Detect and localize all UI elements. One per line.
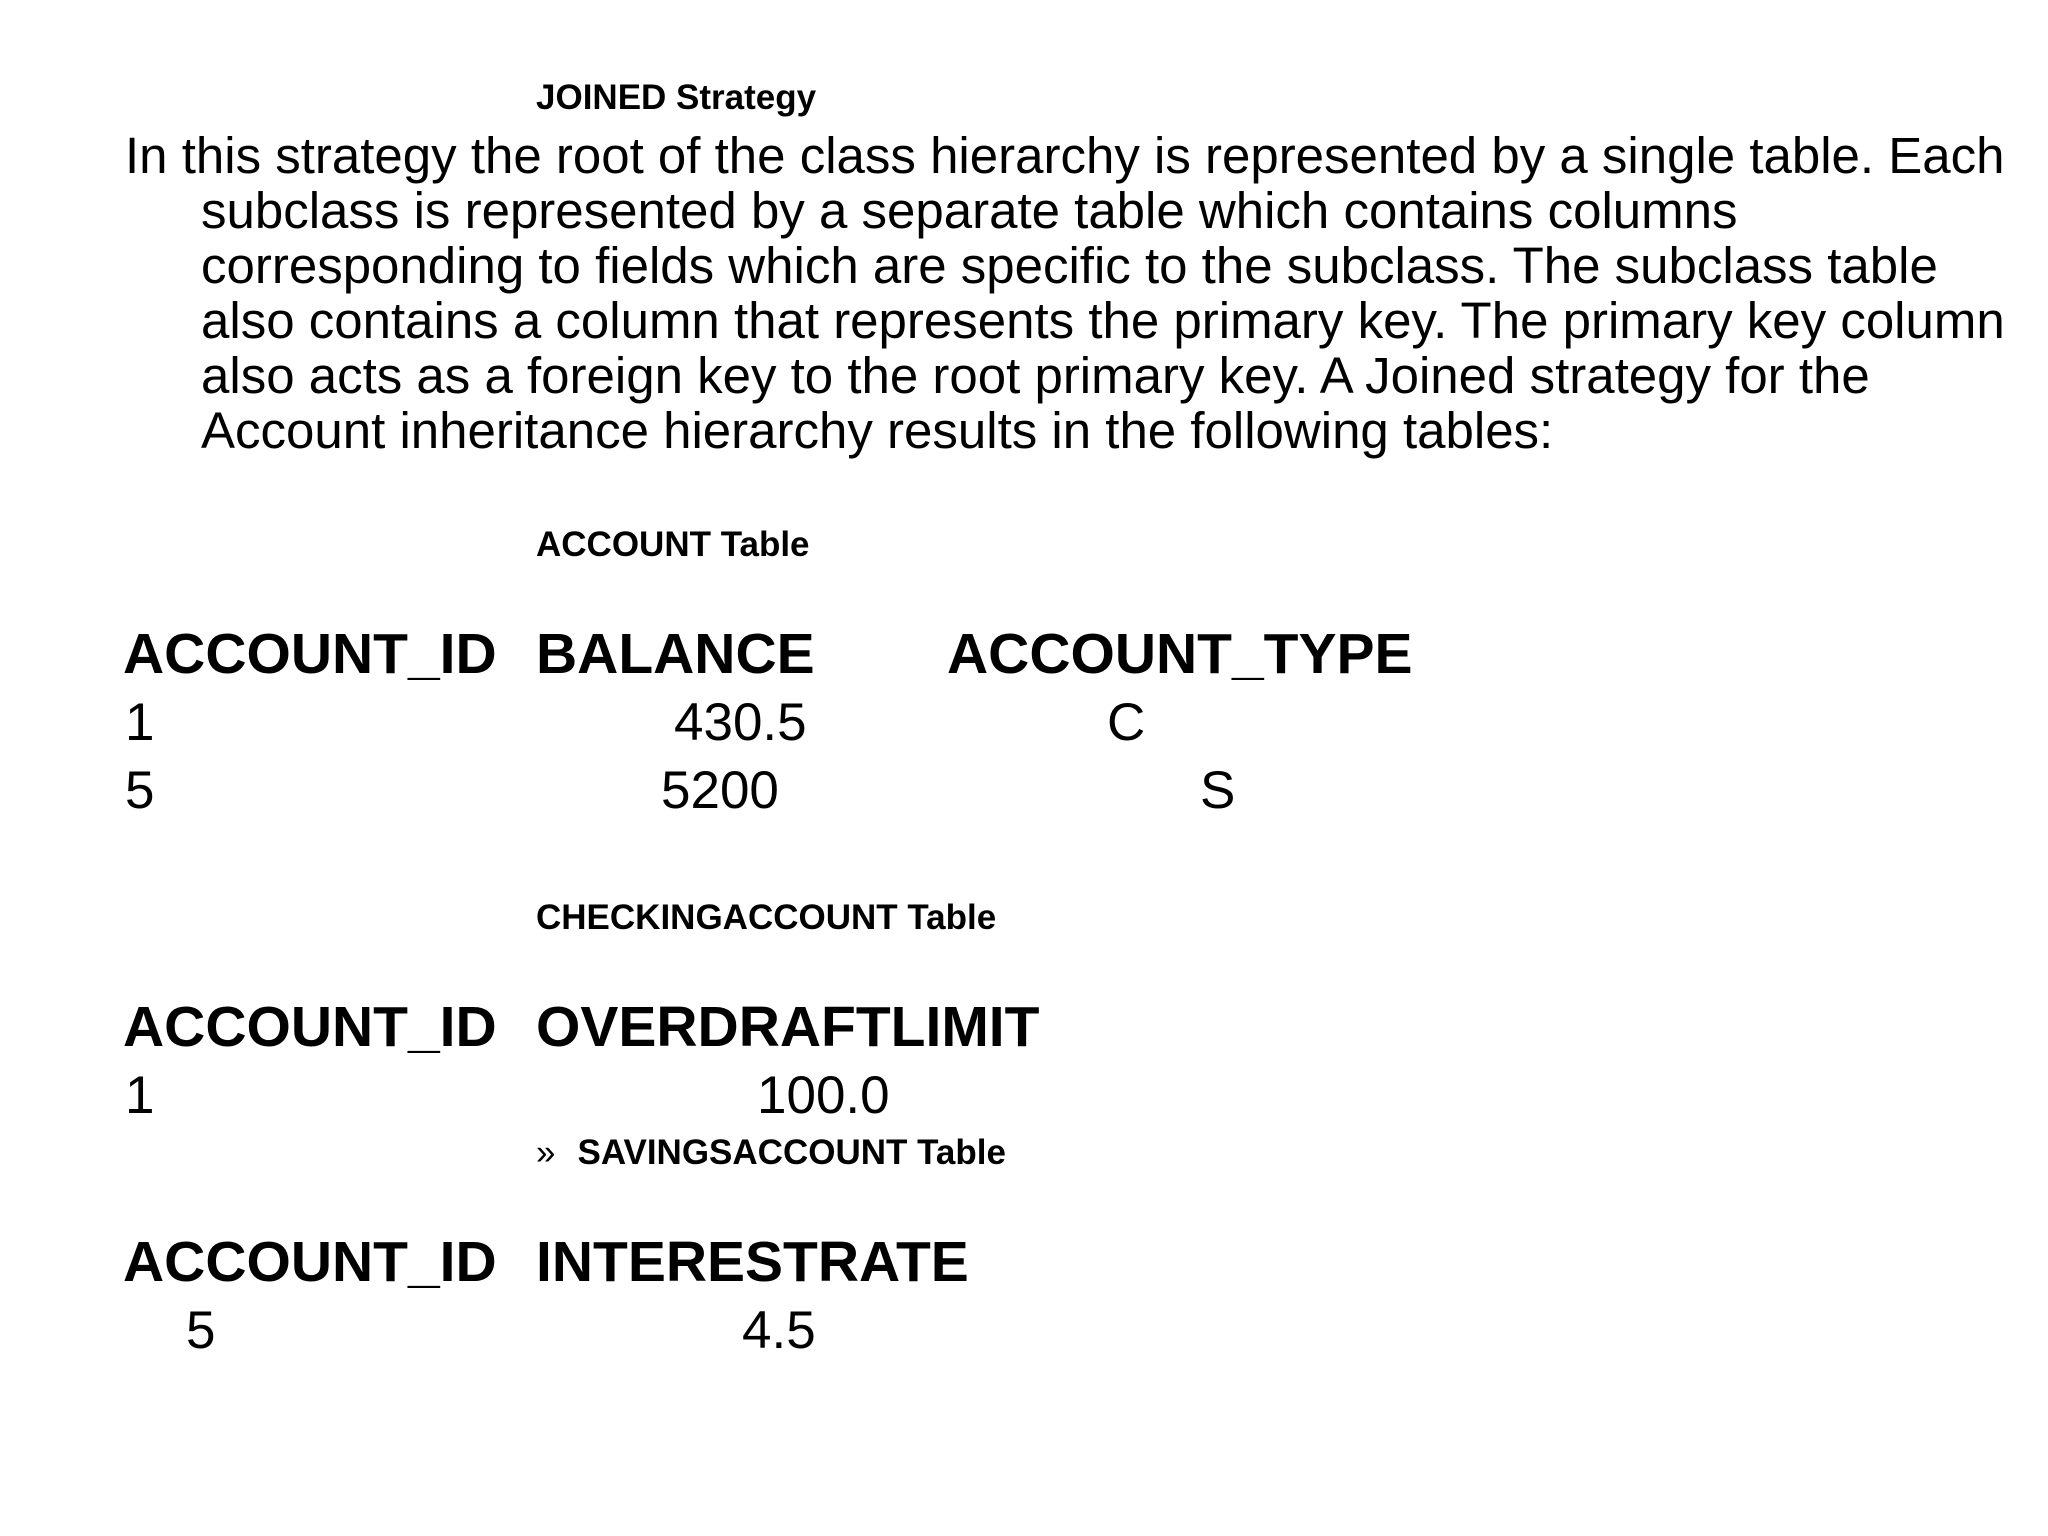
account-col-balance: BALANCE	[536, 622, 815, 686]
account-row2-type: S	[1200, 761, 1236, 820]
account-row2-balance: 5200	[661, 761, 779, 820]
account-row1-id: 1	[125, 693, 155, 752]
account-col-account-id: ACCOUNT_ID	[123, 622, 497, 686]
section-title: JOINED Strategy	[536, 78, 817, 117]
account-row1-balance: 430.5	[674, 693, 807, 752]
savings-row1-id: 5	[186, 1301, 216, 1360]
savings-table-title: SAVINGSACCOUNT Table	[577, 1133, 1006, 1172]
account-table-title: ACCOUNT Table	[536, 525, 810, 564]
intro-paragraph	[125, 128, 2005, 458]
account-row2-id: 5	[125, 761, 155, 820]
savings-col-account-id: ACCOUNT_ID	[123, 1230, 497, 1294]
checking-row1-overdraftlimit: 100.0	[757, 1066, 890, 1125]
checking-row1-id: 1	[125, 1066, 155, 1125]
bullet-marker: »	[536, 1133, 556, 1172]
savings-col-interestrate: INTERESTRATE	[536, 1230, 969, 1294]
account-row1-type: C	[1107, 693, 1146, 752]
savings-table-title-row	[536, 1133, 1006, 1173]
savings-row1-interestrate: 4.5	[742, 1301, 816, 1360]
checking-col-overdraftlimit: OVERDRAFTLIMIT	[536, 995, 1040, 1059]
checking-col-account-id: ACCOUNT_ID	[123, 995, 497, 1059]
intro-text: In this strategy the root of the class hierarchy is represented by a single table. Each subclass is represented by a separate table which contains columns corresponding to fields which are specific to the subclass. The subclass table also contains a column that represents the primary key. The primary key column also acts as a foreign key to the root primary key. A Joined strategy for the Account inheritance hierarchy results in the following tables:	[125, 127, 2005, 459]
checking-table-title: CHECKINGACCOUNT Table	[536, 898, 997, 937]
account-col-account-type: ACCOUNT_TYPE	[947, 622, 1413, 686]
